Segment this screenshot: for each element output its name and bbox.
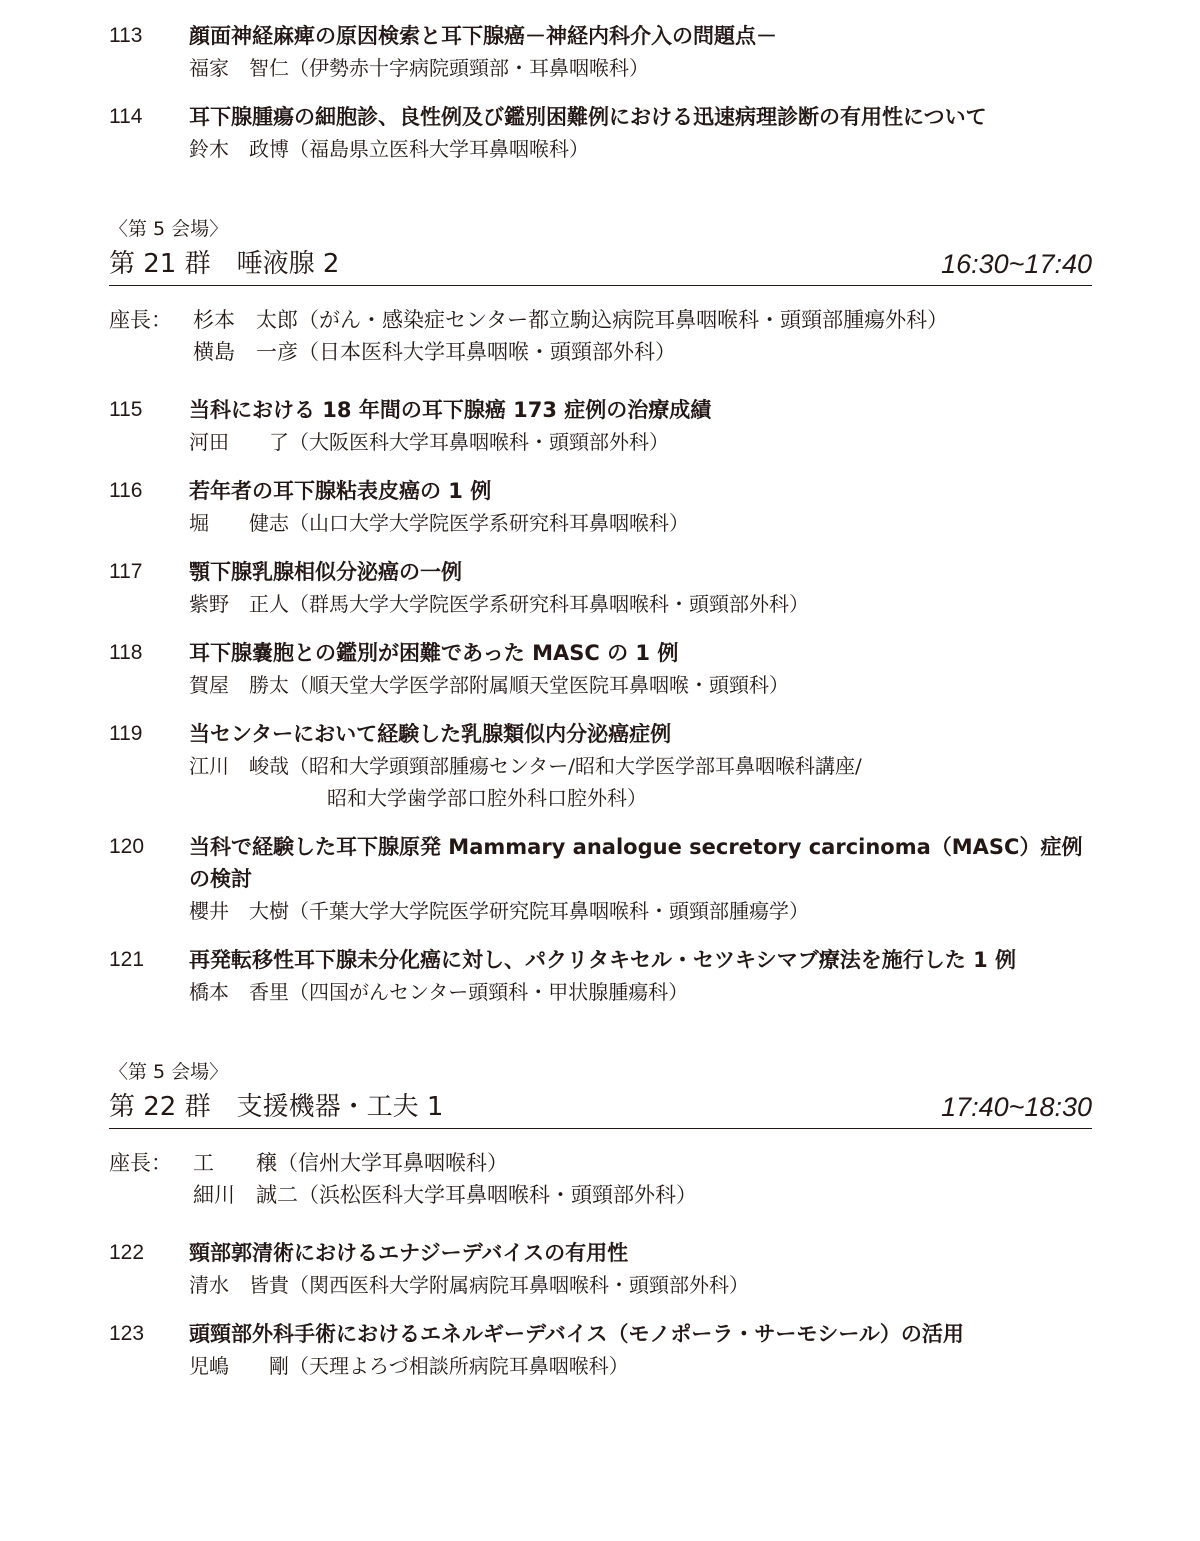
presentation-title: 若年者の耳下腺粘表皮癌の 1 例 [189,479,492,503]
presentation-number: 119 [109,722,143,745]
presentation-number: 116 [109,479,143,502]
presentation-entry [109,556,1092,620]
presentation-title: 再発転移性耳下腺未分化癌に対し、パクリタキセル・セツキシマブ療法を施行した 1 例 [189,948,1017,972]
presentation-entry [109,101,1092,165]
presentation-title: 顎下腺乳腺相似分泌癌の一例 [189,560,462,584]
program-page [109,20,1092,1399]
presentation-title: 頭頸部外科手術におけるエネルギーデバイス（モノポーラ・サーモシール）の活用 [189,1322,964,1346]
presentation-number: 123 [109,1322,145,1345]
presentation-author: 櫻井 大樹（千葉大学大学院医学研究院耳鼻咽喉科・頭頸部腫瘍学） [189,899,809,923]
presentation-title: 顔面神経麻痺の原因検索と耳下腺癌－神経内科介入の問題点－ [189,24,777,48]
chairperson: 横島 一彦（日本医科大学耳鼻咽喉・頭頸部外科） [193,340,676,364]
presentation-entry [109,831,1092,927]
presentation-number: 115 [109,398,143,421]
presentation-number: 120 [109,835,145,858]
session-header [109,245,1092,286]
presentation-title: 当センターにおいて経験した乳腺類似内分泌癌症例 [189,722,672,746]
presentation-author: 児嶋 剛（天理よろづ相談所病院耳鼻咽喉科） [189,1354,629,1378]
presentation-author: 江川 峻哉（昭和大学頭頸部腫瘍センター/昭和大学医学部耳鼻咽喉科講座/ [189,754,862,778]
presentation-entry [109,1318,1092,1382]
presentation-number: 113 [109,24,143,47]
venue-label: 〈第 5 会場〉 [109,218,229,240]
session-title: 第 22 群 支援機器・工夫 1 [109,1092,444,1122]
presentation-entry [109,637,1092,701]
chairperson: 細川 誠二（浜松医科大学耳鼻咽喉科・頭頸部外科） [193,1183,697,1207]
chair-label: 座長： [109,308,172,332]
presentation-number: 118 [109,641,143,664]
presentation-entry [109,1237,1092,1301]
presentation-entry [109,718,1092,814]
presentation-author: 清水 皆貴（関西医科大学附属病院耳鼻咽喉科・頭頸部外科） [189,1273,749,1297]
presentation-title: 当科で経験した耳下腺原発 Mammary analogue secretory carcinoma（MASC）症例の検討 [189,835,1083,891]
presentation-author: 福家 智仁（伊勢赤十字病院頭頸部・耳鼻咽喉科） [189,56,649,80]
presentation-author: 河田 了（大阪医科大学耳鼻咽喉科・頭頸部外科） [189,430,669,454]
presentation-entry [109,475,1092,539]
presentation-author: 堀 健志（山口大学大学院医学系研究科耳鼻咽喉科） [189,511,689,535]
presentation-title: 耳下腺腫瘍の細胞診、良性例及び鑑別困難例における迅速病理診断の有用性について [189,105,987,129]
presentation-number: 117 [109,560,143,583]
presentation-number: 121 [109,948,145,971]
presentation-entry [109,394,1092,458]
chairperson: 工 穣（信州大学耳鼻咽喉科） [193,1151,508,1175]
session-header [109,1088,1092,1129]
presentation-author-continued: 昭和大学歯学部口腔外科口腔外科） [327,786,647,810]
session-title: 第 21 群 唾液腺 2 [109,249,340,279]
chair-label: 座長： [109,1151,172,1175]
chairpersons [109,1147,1092,1211]
presentation-number: 122 [109,1241,145,1264]
presentation-entry [109,944,1092,1008]
chairperson: 杉本 太郎（がん・感染症センター都立駒込病院耳鼻咽喉科・頭頸部腫瘍外科） [193,308,949,332]
chairpersons [109,304,1092,368]
venue-label: 〈第 5 会場〉 [109,1061,229,1083]
presentation-title: 当科における 18 年間の耳下腺癌 173 症例の治療成績 [189,398,712,422]
presentation-title: 頸部郭清術におけるエナジーデバイスの有用性 [189,1241,629,1265]
session-time: 17:40~18:30 [941,1092,1092,1122]
presentation-title: 耳下腺嚢胞との鑑別が困難であった MASC の 1 例 [189,641,679,665]
presentation-author: 紫野 正人（群馬大学大学院医学系研究科耳鼻咽喉科・頭頸部外科） [189,592,809,616]
presentation-number: 114 [109,105,143,128]
presentation-author: 橋本 香里（四国がんセンター頭頸科・甲状腺腫瘍科） [189,980,689,1004]
presentation-author: 賀屋 勝太（順天堂大学医学部附属順天堂医院耳鼻咽喉・頭頸科） [189,673,789,697]
presentation-author: 鈴木 政博（福島県立医科大学耳鼻咽喉科） [189,137,589,161]
session-time: 16:30~17:40 [941,249,1092,279]
presentation-entry [109,20,1092,84]
